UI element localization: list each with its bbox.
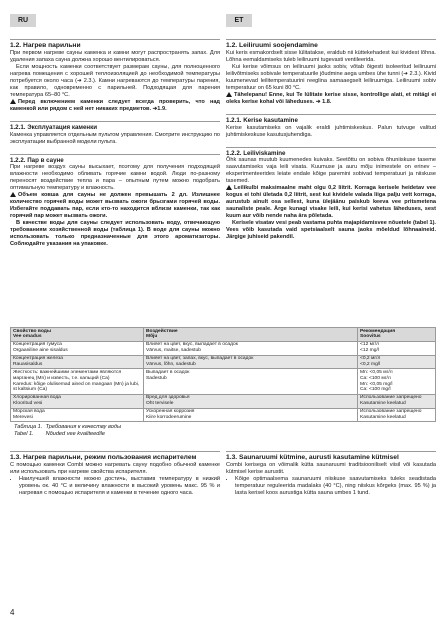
ru-paragraph: Если мощность каменки соответствует размерам сауны, для полноценного нагрева помещения с хорошей теплоизоляцией до необходимой температуры потребуется около часа (➔ 2.3.). Камни нагреваются до температуры парения, как правило, одновременно с парильней. Подходящая для парения температура 65–80 °C. bbox=[10, 64, 220, 98]
et-column bbox=[226, 36, 436, 241]
ru-heading-1-3: 1.3. Нагрев парильни, режим пользования испарителем bbox=[10, 454, 197, 461]
list-item: • Kõige optimaalsema saunaruumi niiskuse saavutamiseks tuleks seadistada temperatuur reguleerida madalaks (40 °C), ning niiskus kõrgeks (max. 95 %) ja lasta kerisel koos aurustiga kütta sauna umbes 1 tund. bbox=[235, 476, 436, 497]
et-heading-1-2: 1.2. Leiliruumi soojendamine bbox=[226, 42, 318, 49]
warning-icon bbox=[226, 92, 232, 97]
warning-icon bbox=[226, 185, 232, 190]
et-section-1-3 bbox=[226, 448, 436, 497]
table-cell: Концентрация гумуса Orgaaniline aine sisaldus bbox=[11, 341, 144, 355]
divider bbox=[226, 451, 436, 452]
language-tag-et: ET bbox=[226, 14, 252, 27]
table-row bbox=[11, 408, 436, 422]
table-cell: <0,2 мг/л <0,2 mg/l bbox=[358, 355, 436, 369]
ru-heading-1-2-1: 1.2.1. Эксплуатация каменки bbox=[10, 124, 98, 131]
page-number: 4 bbox=[10, 608, 15, 617]
warning-icon bbox=[10, 99, 16, 104]
table-header-cell: Воздействие Mõju bbox=[144, 328, 358, 342]
table-cell: Жесткость: важнейшими элементами являются марганец (Mn) и известь, т.е. кальций (Ca) Karedus: kõige olulisemad ained on mangaan (Mn) ja lubi, st kaltsium (Ca) bbox=[11, 369, 144, 394]
table-row bbox=[11, 341, 436, 355]
table-cell: Вред для здоровья Oht tervisele bbox=[144, 394, 358, 408]
table-row bbox=[11, 369, 436, 394]
et-warning: Leilikulbi maksimaalne maht olgu 0,2 liitrit. Korraga kerisele heidetav vee kogus ei tohi ületada 0,2 liitrit, sest kui kividele valada liiga palju vett korraga, aurustub ainult osa sellest, kuna ülejäänu paiskub keeva vee pritsmetena saunaliste peale. Ärge kunagi visake leili, kui kerisi vahetus läheduses, sest kuum aur võib nende naha ära põletada. bbox=[226, 185, 436, 219]
ru-heading-1-2: 1.2. Нагрев парильни bbox=[10, 42, 81, 49]
table-cell: Морская вода Merevesi bbox=[11, 408, 144, 422]
et-paragraph: Kui kerise võimsus on leiliruumi jaoks sobiv, võtab õigesti isoleeritud leiliruumi leilivõtmiseks sobivale temperatuurile jõudmine aega umbes ühe tunni (➔ 2.3.). Kivid kuumenevad leilitemperatuurini reeglina samaaegselt leiliruumiga. Leiliruumi sobiv temperatuur on 65 kuni 80 °C. bbox=[226, 64, 436, 91]
ru-paragraph: С помощью каменки Combi можно нагревать сауну подобно обычной каменке или использовать при нагреве свойства испарителя. bbox=[10, 462, 220, 475]
et-warning: Tähelepanu! Enne, kui Te lülitate kerise sisse, kontrollige alati, et mitägi ei oleks kerise kohal või läheduses. ➔ 1.8. bbox=[226, 92, 436, 105]
table-cell: Выпадает в осадок Sadestub bbox=[144, 369, 358, 394]
table-cell: Влияет на цвет, запах, вкус, выпадает в осадок Värvus, lõhn, sadestub bbox=[144, 355, 358, 369]
table-cell: <12 мг/л <12 mg/l bbox=[358, 341, 436, 355]
ru-paragraph: При нагреве воздух сауны высыхает, поэтому для получения подходящей влажности необходимо обливать горячие камни водой. Люди по-разному переносят воздействие тепла и пара – опытным путем можно подобрать оптимальную температуру и влажность. bbox=[10, 164, 220, 191]
ru-bullet-list bbox=[10, 476, 220, 497]
et-heading-1-3: 1.3. Saunaruumi kütmine, aurusti kasutamine kütmisel bbox=[226, 454, 399, 461]
ru-paragraph: При первом нагреве сауны каменка и камни могут распространять запах. Для удаления запаха сауна должна хорошо вентилироваться. bbox=[10, 50, 220, 63]
et-bullet-list bbox=[226, 476, 436, 497]
divider bbox=[10, 39, 220, 40]
table-cell: Использование запрещено Kasutamine keelatud bbox=[358, 394, 436, 408]
table-header-cell: Рекомендация Soovitus bbox=[358, 328, 436, 342]
ru-warning: Перед включением каменки следует всегда проверить, что над каменкой или рядом с ней нет никаких предметов. ➔1.9. bbox=[10, 99, 220, 112]
ru-paragraph: Каменка управляется отдельным пультом управления. Смотрите инструкцию по эксплуатации выбранной модели пульта. bbox=[10, 131, 220, 145]
et-paragraph: Kerise kasutamiseks on vajalik eraldi juhtimiskeskus. Palun tutvuge valitud juhtimiskeskuse kasutusjuhendiga. bbox=[226, 124, 436, 138]
ru-warning: Объем ковша для сауны не должен превышать 2 дл. Излишнее количество горячей воды может вызвать ожоги брызгами горячей воды. Избегайте поддавать пар, если кто-то находится вблизи каменки, так как горячий пар может вызвать ожоги. bbox=[10, 192, 220, 219]
divider bbox=[226, 147, 436, 148]
ru-column bbox=[10, 36, 220, 248]
table-caption: Таблица 1. Требования к качеству воды Tabel 1. Nõuded vee kvaliteedile bbox=[14, 424, 122, 437]
et-paragraph: Õhk saunas muutub kuumenedes kuivaks. Seetõttu on sobiva õhuniiskuse taseme saavutamiseks vaja leili visata. Kuumuse ja auru mõju inimestele on erinev – eksperimenteerides leiate endale kõige paremini sobivad temperatuuri ja niiskuse tasemed. bbox=[226, 157, 436, 184]
ru-heading-1-2-2: 1.2.2. Пар в сауне bbox=[10, 156, 64, 164]
divider bbox=[10, 451, 220, 452]
et-heading-1-2-1: 1.2.1. Kerise kasutamine bbox=[226, 117, 298, 124]
et-paragraph: Kerisele visatav vesi peab vastama puhta majapidamisvee nõuetele (tabel 1). Vees võib kasutada vaid spetsiaalselt sauna jaoks mõeldud lõhnaaineid. Järgige juhiseid pakendil. bbox=[226, 220, 436, 240]
divider bbox=[10, 121, 220, 122]
divider bbox=[10, 154, 220, 155]
warning-icon bbox=[10, 192, 16, 197]
et-paragraph: Kui keris esmakordselt sisse lülitatakse, eraldub nii küttekehadest kui kividest lõhna. Lõhna eemaldamiseks tuleb leiliruumi tugevasti ventileerida. bbox=[226, 50, 436, 63]
table-cell: Влияет на цвет, вкус, выпадает в осадок Värvus, maitse, sadestub bbox=[144, 341, 358, 355]
table-row bbox=[11, 394, 436, 408]
divider bbox=[226, 114, 436, 115]
list-item: • Наилучшей влажности можно достичь, выставив температуру в низкий уровень ок. 40 °C и величину влажности в высокий уровень макс. 95 % и нагревая с помощью испарителя и каменки в течение одного часа. bbox=[19, 476, 220, 497]
ru-paragraph: В качестве воды для сауны следует использовать воду, отвечающую требованиям хозяйственной воды (таблица 1). В воде для сауны можно использовать только предназначенные для этого ароматизаторы. Соблюдайте указания на упаковке. bbox=[10, 220, 220, 247]
et-heading-1-2-2: 1.2.2. Leiliviskamine bbox=[226, 149, 286, 157]
table-row bbox=[11, 355, 436, 369]
et-paragraph: Combi kerisega on võimalik kütta saunaruumi traditsiooniliselt viisil või kasutada kütmisel kerise aurustit. bbox=[226, 462, 436, 475]
ru-section-1-3 bbox=[10, 448, 220, 497]
divider bbox=[226, 39, 436, 40]
table-cell: Концентрация железа Rauasisaldus bbox=[11, 355, 144, 369]
table-cell: Хлорированная вода Klooritud vesi bbox=[11, 394, 144, 408]
table-cell: Ускоренная коррозия Kiire korrodeerumine bbox=[144, 408, 358, 422]
language-tag-ru: RU bbox=[10, 14, 36, 27]
table-cell: Mn: <0,05 мг/л Ca: <100 мг/л Mn: <0,05 mg/l Ca: <100 mg/l bbox=[358, 369, 436, 394]
table-header-cell: Свойство воды Vee omadus bbox=[11, 328, 144, 342]
table-cell: Использование запрещено Kasutamine keelatud bbox=[358, 408, 436, 422]
table-header-row bbox=[11, 328, 436, 342]
water-quality-table bbox=[10, 327, 436, 422]
